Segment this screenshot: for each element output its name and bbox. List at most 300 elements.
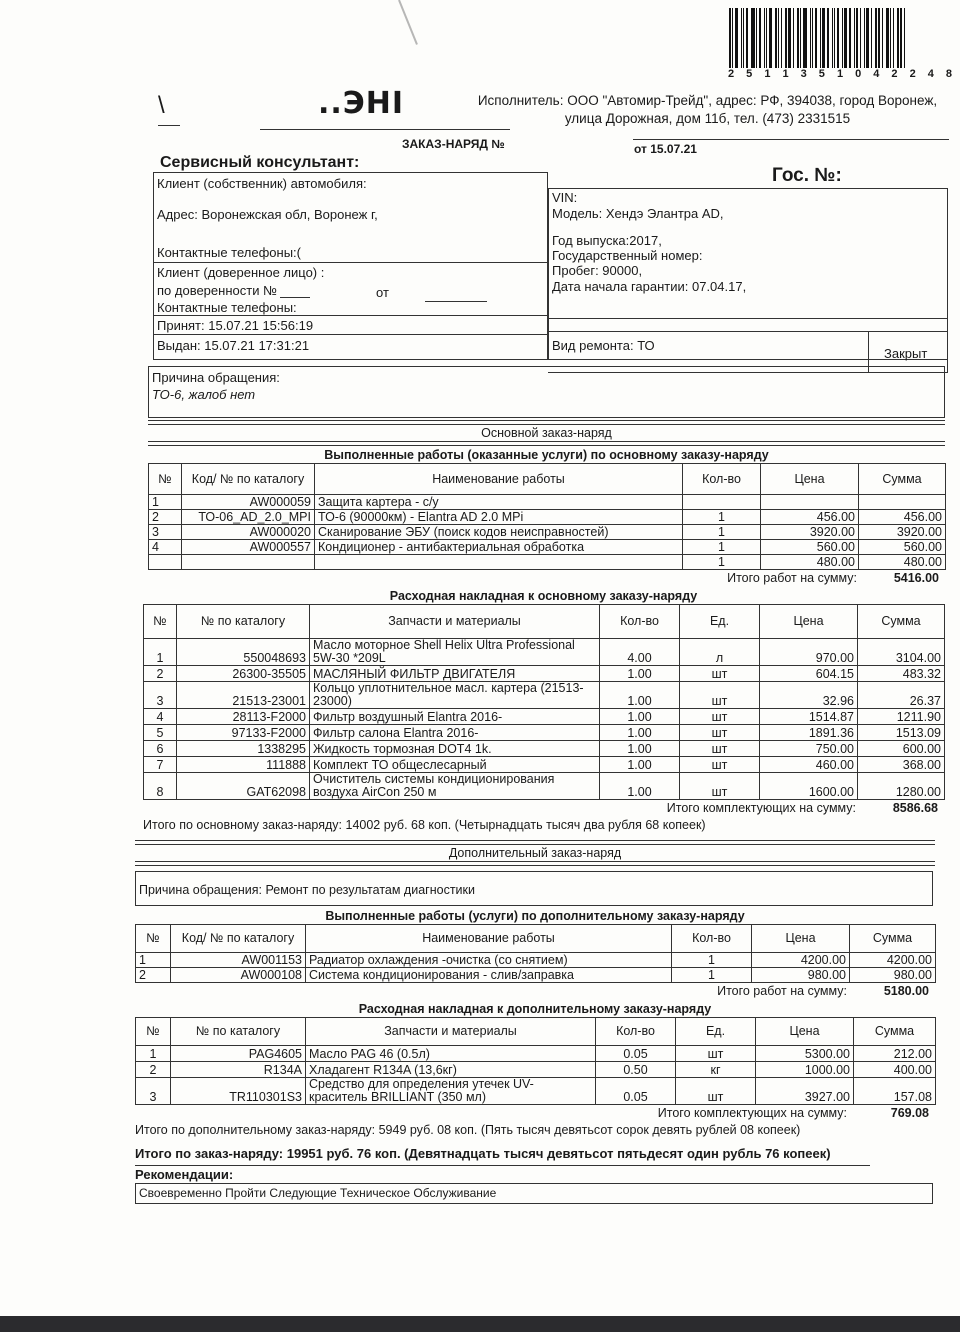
part-name: Фильтр салона Elantra 2016- bbox=[310, 725, 600, 741]
quantity: 0.05 bbox=[596, 1046, 676, 1062]
price: 1600.00 bbox=[760, 773, 858, 800]
main-order-total: Итого по основному заказ-наряду: 14002 руб. 68 коп. (Четырнадцать тысяч два рубля 68 копеек) bbox=[143, 818, 706, 832]
table-row bbox=[144, 639, 945, 666]
row-number: 2 bbox=[136, 968, 171, 983]
order-title: ЗАКАЗ-НАРЯД № bbox=[402, 137, 505, 151]
barcode-bar bbox=[803, 8, 807, 68]
barcode-digit: 2 bbox=[728, 68, 735, 80]
barcode-bar bbox=[837, 8, 839, 68]
barcode-bar bbox=[886, 8, 889, 68]
vehicle-year: Год выпуска:2017, bbox=[552, 233, 662, 248]
table-row bbox=[149, 555, 946, 570]
barcode-bar bbox=[797, 8, 799, 68]
col-header: Ед. bbox=[680, 605, 760, 639]
row-number: 2 bbox=[149, 510, 182, 525]
barcode-digit: 5 bbox=[746, 68, 753, 80]
sum: 157.08 bbox=[854, 1078, 936, 1105]
barcode-bar bbox=[810, 8, 811, 68]
col-header: № bbox=[136, 925, 171, 953]
row-number: 3 bbox=[149, 525, 182, 540]
part-name: Фильтр воздушный Elantra 2016- bbox=[310, 709, 600, 725]
main-works-total: 5416.00 bbox=[893, 571, 939, 585]
quantity: 1.00 bbox=[600, 682, 680, 709]
sum: 26.37 bbox=[858, 682, 945, 709]
barcode-bar bbox=[820, 8, 821, 68]
performer-info bbox=[470, 92, 945, 128]
gos-number-label: Гос. №: bbox=[772, 165, 842, 186]
price: 1891.36 bbox=[760, 725, 858, 741]
catalog-code: ТО-06_AD_2.0_MPI bbox=[182, 510, 315, 525]
performer-line-2: улица Дорожная, дом 11б, тел. (473) 2331515 bbox=[564, 111, 851, 126]
power-of-attorney-label: по доверенности № bbox=[157, 283, 278, 298]
unit: кг bbox=[676, 1062, 756, 1078]
barcode-bar bbox=[769, 8, 772, 68]
additional-parts-table bbox=[135, 1017, 936, 1105]
main-works-total-label: Итого работ на сумму: bbox=[727, 571, 857, 585]
barcode bbox=[729, 8, 949, 68]
main-parts-total: 8586.68 bbox=[892, 801, 938, 815]
main-parts-title: Расходная накладная к основному заказу-наряду bbox=[389, 589, 698, 603]
row-number: 4 bbox=[149, 540, 182, 555]
barcode-bar bbox=[832, 8, 833, 68]
unit: шт bbox=[680, 757, 760, 773]
barcode-bar bbox=[864, 8, 865, 68]
table-row bbox=[144, 741, 945, 757]
sum: 560.00 bbox=[859, 540, 946, 555]
part-name: Средство для определения утечек UV-краситель BRILLIANT (350 мл) bbox=[306, 1078, 596, 1105]
quantity: 1 bbox=[672, 953, 752, 968]
price: 32.96 bbox=[760, 682, 858, 709]
barcode-digit: 1 bbox=[764, 68, 771, 80]
divider bbox=[153, 334, 548, 335]
barcode-bar bbox=[759, 8, 761, 68]
sum: 1211.90 bbox=[858, 709, 945, 725]
recommendations-label: Рекомендации: bbox=[135, 1167, 234, 1182]
vehicle-mileage: Пробег: 90000, bbox=[552, 263, 643, 278]
divider bbox=[260, 129, 510, 130]
main-works-table bbox=[148, 463, 946, 570]
row-number: 3 bbox=[136, 1078, 171, 1105]
additional-reason-box bbox=[135, 871, 933, 906]
barcode-bar bbox=[815, 8, 817, 68]
table-row bbox=[144, 709, 945, 725]
quantity: 1.00 bbox=[600, 741, 680, 757]
divider bbox=[153, 315, 548, 316]
barcode-bar bbox=[746, 8, 748, 68]
barcode-digit: 5 bbox=[818, 68, 825, 80]
catalog-code: PAG4605 bbox=[171, 1046, 306, 1062]
service-consultant-label: Сервисный консультант: bbox=[160, 154, 360, 171]
main-order-section-title: Основной заказ-наряд bbox=[481, 426, 612, 440]
barcode-digits bbox=[728, 68, 952, 80]
table-header-row bbox=[136, 925, 936, 953]
scan-edge bbox=[0, 1316, 960, 1332]
price: 1514.87 bbox=[760, 709, 858, 725]
part-name: МАСЛЯНЫЙ ФИЛЬТР ДВИГАТЕЛЯ bbox=[310, 666, 600, 682]
divider bbox=[153, 262, 548, 263]
main-parts-total-label: Итого комплектующих на сумму: bbox=[666, 801, 856, 815]
catalog-code: 1338295 bbox=[177, 741, 310, 757]
additional-works-table bbox=[135, 924, 936, 983]
table-row bbox=[136, 1046, 936, 1062]
col-header: № по каталогу bbox=[171, 1018, 306, 1046]
client-address: Адрес: Воронежская обл, Воронеж г, bbox=[157, 207, 378, 222]
price: 1000.00 bbox=[756, 1062, 854, 1078]
additional-order-section bbox=[135, 840, 935, 1204]
part-name: Комплект ТО общеслесарный bbox=[310, 757, 600, 773]
sum: 4200.00 bbox=[850, 953, 936, 968]
sum bbox=[859, 495, 946, 510]
main-parts-total-row bbox=[143, 800, 944, 817]
part-name: Очиститель системы кондиционирования воздуха AirCon 250 м bbox=[310, 773, 600, 800]
table-row bbox=[149, 495, 946, 510]
col-header: Цена bbox=[752, 925, 850, 953]
row-number: 1 bbox=[144, 639, 177, 666]
quantity: 4.00 bbox=[600, 639, 680, 666]
sum: 212.00 bbox=[854, 1046, 936, 1062]
col-header: Сумма bbox=[850, 925, 936, 953]
sum: 483.32 bbox=[858, 666, 945, 682]
row-number: 6 bbox=[144, 741, 177, 757]
col-header: Сумма bbox=[858, 605, 945, 639]
table-row bbox=[144, 725, 945, 741]
barcode-digit: 2 bbox=[909, 68, 916, 80]
logo-mark: \ bbox=[158, 92, 165, 119]
sum: 480.00 bbox=[859, 555, 946, 570]
catalog-code: 26300-35505 bbox=[177, 666, 310, 682]
part-name: Масло моторное Shell Helix Ultra Professional 5W-30 *209L bbox=[310, 639, 600, 666]
additional-parts-total-row bbox=[135, 1105, 935, 1122]
table-row bbox=[136, 1078, 936, 1105]
price: 980.00 bbox=[752, 968, 850, 983]
sum: 456.00 bbox=[859, 510, 946, 525]
barcode-bar bbox=[878, 8, 880, 68]
quantity: 1 bbox=[683, 525, 761, 540]
barcode-bar bbox=[751, 8, 755, 68]
barcode-bar bbox=[822, 8, 825, 68]
additional-works-title: Выполненные работы (услуги) по дополнительному заказу-наряду bbox=[325, 909, 745, 923]
reason-value: ТО-6, жалоб нет bbox=[152, 387, 256, 402]
catalog-code: 550048693 bbox=[177, 639, 310, 666]
additional-parts-total: 769.08 bbox=[890, 1106, 929, 1120]
recommendations-text: Своевременно Пройти Следующие Техническое Обслуживание bbox=[139, 1186, 497, 1200]
sum: 1513.09 bbox=[858, 725, 945, 741]
quantity: 1 bbox=[683, 510, 761, 525]
row-number: 1 bbox=[149, 495, 182, 510]
additional-order-total: Итого по дополнительному заказ-наряду: 5949 руб. 08 коп. (Пять тысяч девятьсот сорок девять рублей 08 копеек) bbox=[135, 1123, 801, 1137]
contact-phones-2-label: Контактные телефоны: bbox=[157, 300, 297, 315]
catalog-code: 21513-23001 bbox=[177, 682, 310, 709]
barcode-bar bbox=[766, 8, 767, 68]
additional-works-total-row bbox=[135, 983, 935, 1000]
col-header: Цена bbox=[756, 1018, 854, 1046]
company-logo: ..ЭНI bbox=[318, 86, 405, 121]
barcode-bar bbox=[856, 8, 858, 68]
unit: шт bbox=[680, 666, 760, 682]
price: 970.00 bbox=[760, 639, 858, 666]
part-name: Хладагент R134A (13,6кг) bbox=[306, 1062, 596, 1078]
repair-type: Вид ремонта: ТО bbox=[552, 338, 655, 353]
price: 3927.00 bbox=[756, 1078, 854, 1105]
sum: 3104.00 bbox=[858, 639, 945, 666]
price: 5300.00 bbox=[756, 1046, 854, 1062]
catalog-code: 111888 bbox=[177, 757, 310, 773]
barcode-digit: 4 bbox=[927, 68, 934, 80]
catalog-code bbox=[182, 555, 315, 570]
row-number bbox=[149, 555, 182, 570]
divider bbox=[633, 139, 949, 140]
sum: 400.00 bbox=[854, 1062, 936, 1078]
table-row bbox=[136, 968, 936, 983]
additional-reason: Причина обращения: Ремонт по результатам диагностики bbox=[139, 883, 475, 897]
barcode-bar bbox=[788, 8, 791, 68]
barcode-bar bbox=[904, 8, 905, 68]
col-header: Код/ № по каталогу bbox=[171, 925, 306, 953]
price: 460.00 bbox=[760, 757, 858, 773]
from-label: от bbox=[376, 285, 389, 300]
row-number: 8 bbox=[144, 773, 177, 800]
blank-line bbox=[425, 301, 487, 302]
unit: шт bbox=[680, 709, 760, 725]
catalog-code: AW000557 bbox=[182, 540, 315, 555]
barcode-bar bbox=[729, 8, 731, 68]
catalog-code: AW000059 bbox=[182, 495, 315, 510]
quantity: 1.00 bbox=[600, 666, 680, 682]
col-header: Наименование работы bbox=[315, 464, 683, 495]
col-header: Сумма bbox=[854, 1018, 936, 1046]
price: 4200.00 bbox=[752, 953, 850, 968]
table-header-row bbox=[149, 464, 946, 495]
blank-line bbox=[280, 297, 310, 298]
main-parts-table bbox=[143, 604, 945, 800]
barcode-bar bbox=[844, 8, 847, 68]
table-row bbox=[144, 682, 945, 709]
col-header: Ед. bbox=[676, 1018, 756, 1046]
table-row bbox=[136, 953, 936, 968]
barcode-digit: 2 bbox=[891, 68, 898, 80]
barcode-bar bbox=[781, 8, 782, 68]
contact-phones-label: Контактные телефоны:( bbox=[157, 245, 301, 260]
price: 560.00 bbox=[761, 540, 859, 555]
main-order-section bbox=[148, 420, 945, 587]
sum: 3920.00 bbox=[859, 525, 946, 540]
catalog-code: GAT62098 bbox=[177, 773, 310, 800]
quantity bbox=[683, 495, 761, 510]
grand-total: Итого по заказ-наряду: 19951 руб. 76 коп. (Девятнадцать тысяч девятьсот пятьдесят один рубль 76 копеек) bbox=[135, 1146, 831, 1161]
row-number: 2 bbox=[144, 666, 177, 682]
row-number: 5 bbox=[144, 725, 177, 741]
reason-label: Причина обращения: bbox=[152, 370, 280, 385]
catalog-code: TR110301S3 bbox=[171, 1078, 306, 1105]
col-header: Кол-во bbox=[672, 925, 752, 953]
accepted-datetime: Принят: 15.07.21 15:56:19 bbox=[157, 318, 314, 333]
proxy-client-label: Клиент (доверенное лицо) : bbox=[157, 265, 325, 280]
unit: л bbox=[680, 639, 760, 666]
price: 456.00 bbox=[761, 510, 859, 525]
row-number: 7 bbox=[144, 757, 177, 773]
quantity: 1 bbox=[683, 540, 761, 555]
double-divider bbox=[135, 861, 935, 866]
quantity: 1 bbox=[672, 968, 752, 983]
row-number: 4 bbox=[144, 709, 177, 725]
barcode-digit: 1 bbox=[782, 68, 789, 80]
barcode-digit: 1 bbox=[836, 68, 844, 80]
work-name: ТО-6 (90000км) - Elantra AD 2.0 MPi bbox=[315, 510, 683, 525]
col-header: Кол-во bbox=[683, 464, 761, 495]
price bbox=[761, 495, 859, 510]
unit: шт bbox=[680, 682, 760, 709]
barcode-bar bbox=[827, 8, 829, 68]
quantity: 1.00 bbox=[600, 725, 680, 741]
col-header: № по каталогу bbox=[177, 605, 310, 639]
additional-parts-title: Расходная накладная к дополнительному заказу-наряду bbox=[358, 1002, 712, 1016]
work-name bbox=[315, 555, 683, 570]
catalog-code: AW000020 bbox=[182, 525, 315, 540]
row-number: 1 bbox=[136, 1046, 171, 1062]
sum: 600.00 bbox=[858, 741, 945, 757]
barcode-bar bbox=[834, 8, 835, 68]
issued-datetime: Выдан: 15.07.21 17:31:21 bbox=[157, 338, 310, 353]
barcode-bar bbox=[871, 8, 872, 68]
quantity: 0.50 bbox=[596, 1062, 676, 1078]
col-header: Запчасти и материалы bbox=[306, 1018, 596, 1046]
unit: шт bbox=[676, 1046, 756, 1062]
price: 480.00 bbox=[761, 555, 859, 570]
order-date: от 15.07.21 bbox=[634, 142, 697, 156]
sum: 1280.00 bbox=[858, 773, 945, 800]
additional-works-total: 5180.00 bbox=[883, 984, 929, 998]
quantity: 0.05 bbox=[596, 1078, 676, 1105]
vehicle-state-number: Государственный номер: bbox=[552, 248, 703, 263]
work-name: Радиатор охлаждения -очистка (со снятием) bbox=[306, 953, 672, 968]
divider bbox=[158, 125, 180, 126]
quantity: 1.00 bbox=[600, 773, 680, 800]
table-header-row bbox=[136, 1018, 936, 1046]
barcode-bar bbox=[756, 8, 757, 68]
col-header: Код/ № по каталогу bbox=[182, 464, 315, 495]
barcode-bar bbox=[800, 8, 801, 68]
barcode-bar bbox=[741, 8, 742, 68]
table-row bbox=[144, 773, 945, 800]
barcode-bar bbox=[849, 8, 851, 68]
main-works-title: Выполненные работы (оказанные услуги) по основному заказу-наряду bbox=[324, 448, 769, 462]
main-works-total-row bbox=[148, 570, 945, 587]
col-header: Цена bbox=[761, 464, 859, 495]
barcode-bar bbox=[812, 8, 813, 68]
table-row bbox=[144, 757, 945, 773]
barcode-bar bbox=[897, 8, 899, 68]
catalog-code: AW001153 bbox=[171, 953, 306, 968]
additional-works-total-label: Итого работ на сумму: bbox=[717, 984, 847, 998]
catalog-code: R134A bbox=[171, 1062, 306, 1078]
catalog-code: 97133-F2000 bbox=[177, 725, 310, 741]
quantity: 1 bbox=[683, 555, 761, 570]
quantity: 1.00 bbox=[600, 757, 680, 773]
table-row bbox=[136, 1062, 936, 1078]
price: 750.00 bbox=[760, 741, 858, 757]
barcode-bar bbox=[866, 8, 869, 68]
performer-line-1: Исполнитель: ООО "Автомир-Трейд", адрес: РФ, 394038, город Воронеж, bbox=[477, 93, 938, 108]
col-header: № bbox=[136, 1018, 171, 1046]
barcode-bar bbox=[793, 8, 794, 68]
row-number: 1 bbox=[136, 953, 171, 968]
vin-label: VIN: bbox=[552, 190, 578, 205]
part-name: Масло PAG 46 (0.5л) bbox=[306, 1046, 596, 1062]
main-parts-section bbox=[143, 587, 944, 834]
order-body bbox=[135, 420, 947, 1204]
price: 604.15 bbox=[760, 666, 858, 682]
unit: шт bbox=[680, 725, 760, 741]
barcode-bar bbox=[735, 8, 738, 68]
col-header: Кол-во bbox=[596, 1018, 676, 1046]
barcode-bar bbox=[890, 8, 891, 68]
table-row bbox=[149, 525, 946, 540]
quantity: 1.00 bbox=[600, 709, 680, 725]
row-number: 3 bbox=[144, 682, 177, 709]
barcode-bar bbox=[732, 8, 733, 68]
work-name: Защита картера - с/у bbox=[315, 495, 683, 510]
divider bbox=[548, 318, 948, 319]
barcode-bar bbox=[875, 8, 877, 68]
sum: 980.00 bbox=[850, 968, 936, 983]
col-header: № bbox=[144, 605, 177, 639]
unit: шт bbox=[680, 773, 760, 800]
work-name: Кондиционер - антибактериальная обработка bbox=[315, 540, 683, 555]
barcode-bar bbox=[842, 8, 843, 68]
warranty-start: Дата начала гарантии: 07.04.17, bbox=[552, 279, 747, 294]
barcode-bar bbox=[778, 8, 779, 68]
col-header: Сумма bbox=[859, 464, 946, 495]
barcode-bar bbox=[775, 8, 777, 68]
barcode-digit: 4 bbox=[873, 68, 880, 80]
part-name: Жидкость тормозная DOT4 1k. bbox=[310, 741, 600, 757]
scan-artifact bbox=[398, 0, 418, 45]
table-row bbox=[149, 540, 946, 555]
barcode-digit: 0 bbox=[855, 68, 862, 80]
vehicle-model: Модель: Хендэ Элантра AD, bbox=[552, 206, 724, 221]
divider bbox=[548, 331, 948, 332]
col-header: № bbox=[149, 464, 182, 495]
barcode-bar bbox=[854, 8, 855, 68]
barcode-bar bbox=[893, 8, 894, 68]
table-header-row bbox=[144, 605, 945, 639]
table-row bbox=[144, 666, 945, 682]
barcode-bar bbox=[900, 8, 902, 68]
barcode-bar bbox=[860, 8, 861, 68]
col-header: Кол-во bbox=[600, 605, 680, 639]
status-value: Закрыт bbox=[884, 346, 928, 361]
unit: шт bbox=[676, 1078, 756, 1105]
catalog-code: 28113-F2000 bbox=[177, 709, 310, 725]
recommendations-box bbox=[135, 1183, 933, 1204]
col-header: Запчасти и материалы bbox=[310, 605, 600, 639]
barcode-digit: 8 bbox=[945, 68, 952, 80]
sum: 368.00 bbox=[858, 757, 945, 773]
table-row bbox=[149, 510, 946, 525]
barcode-bar bbox=[785, 8, 787, 68]
work-name: Система кондиционирования - слив/заправка bbox=[306, 968, 672, 983]
additional-parts-total-label: Итого комплектующих на сумму: bbox=[657, 1106, 847, 1120]
row-number: 2 bbox=[136, 1062, 171, 1078]
additional-order-section-title: Дополнительный заказ-наряд bbox=[448, 846, 622, 860]
owner-label: Клиент (собственник) автомобиля: bbox=[157, 176, 367, 191]
unit: шт bbox=[680, 741, 760, 757]
price: 3920.00 bbox=[761, 525, 859, 540]
barcode-bar bbox=[764, 8, 765, 68]
part-name: Кольцо уплотнительное масл. картера (21513-23000) bbox=[310, 682, 600, 709]
work-name: Сканирование ЭБУ (поиск кодов неисправностей) bbox=[315, 525, 683, 540]
col-header: Наименование работы bbox=[306, 925, 672, 953]
